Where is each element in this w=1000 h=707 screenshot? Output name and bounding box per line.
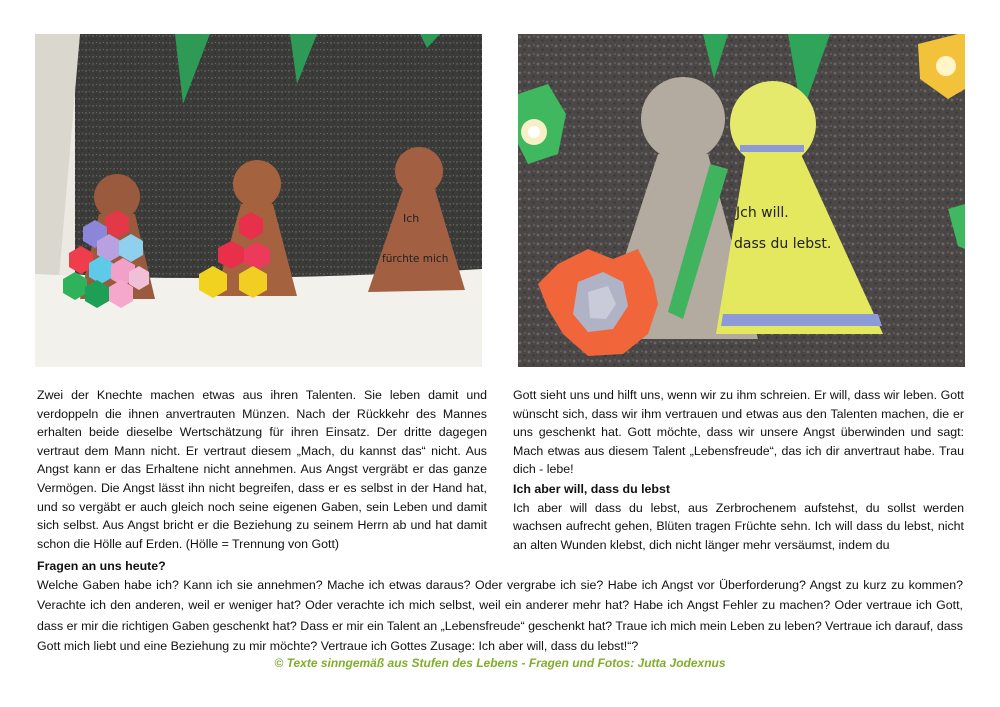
figure-label: fürchte mich bbox=[382, 253, 449, 265]
questions-heading: Fragen an uns heute? bbox=[37, 559, 166, 573]
figure-label: Ich bbox=[403, 212, 420, 225]
paper-figure-head bbox=[641, 77, 725, 161]
photo-right-scene bbox=[518, 34, 965, 367]
credit-line: © Texte sinngemäß aus Stufen des Lebens - Fragen und Fotos: Jutta Jodexnus bbox=[274, 656, 726, 670]
text-column-left bbox=[37, 386, 487, 553]
text-column-right bbox=[513, 386, 964, 554]
paragraph: Zwei der Knechte machen etwas aus ihren Talenten. Sie leben damit und verdoppeln die ihnen anvertrauten Münzen. Nach der Rückkehr des Mannes erhalten beide dieselbe Wertschätzung für ihren Einsatz. Der dritte dagegen vertraut dem Mann nicht. Er vertraut diesem „Mach, du kannst das“ nicht. Aus Angst kann er das Erhaltene nicht annehmen. Aus Angst vergräbt er das ganze Vermögen. Die Angst lässt ihn nicht begreifen, dass er es selbst in der Hand hat, und so vergäbt er auch gleich noch seine eigenen Gaben, sein Leben und damit sich selbst. Aus Angst bricht er die Beziehung zu seinem Herrn ab und hat damit schon die Hölle auf Erden. (Hölle = Trennung von Gott) bbox=[37, 388, 487, 551]
questions-text: Welche Gaben habe ich? Kann ich sie annehmen? Mache ich etwas daraus? Oder vergrabe ich sie? Habe ich Angst vor Überforderung? Angst zu kurz zu kommen? Verachte ich den anderen, weil er weniger hat? Oder verachte ich mich selbst, weil ein anderer mehr hat? Habe ich Angst Fehler zu machen? Oder vertraue ich Gott, dass er mir die richtigen Gaben geschenkt hat? Dass er mir ein Talent an „Lebensfreude“ geschenkt hat? Traue ich mich mein Leben zu leben? Vertraue ich darauf, dass Gott mich liebt und eine Beziehung zu mir möchte? Vertraue ich Gottes Zusage: Ich aber will, dass du lebst!“? bbox=[37, 578, 963, 654]
photo-left-three-figures bbox=[35, 34, 482, 367]
photo-right-two-figures bbox=[518, 34, 965, 367]
paragraph: Gott sieht uns und hilft uns, wenn wir zu ihm schreien. Er will, dass wir leben. Gott wünscht sich, dass wir ihm vertrauen und etwas aus den Talenten machen, die er uns geschenkt hat. Gott möchte, dass wir unsere Angst überwinden und sagt: Mach etwas aus diesem Talent „Lebensfreude“, das ich dir anvertraut habe. Trau dich - lebe! bbox=[513, 388, 964, 477]
song-heading: Ich aber will, dass du lebst bbox=[513, 481, 670, 496]
paper-figure-head bbox=[233, 160, 281, 208]
photo-left-scene bbox=[35, 34, 482, 367]
questions-section bbox=[37, 557, 963, 657]
figure-label: Jch will. bbox=[736, 205, 789, 221]
song-text: Ich aber will dass du lebst, aus Zerbrochenem aufstehst, du sollst werden wachsen aufrecht gehen, Blüten tragen Früchte sehn. Ich will dass du lebst, nicht an alten Wunden klebst, dich nicht länger mehr versäumst, indem du bbox=[513, 500, 964, 552]
figure-label: dass du lebst. bbox=[734, 236, 832, 252]
